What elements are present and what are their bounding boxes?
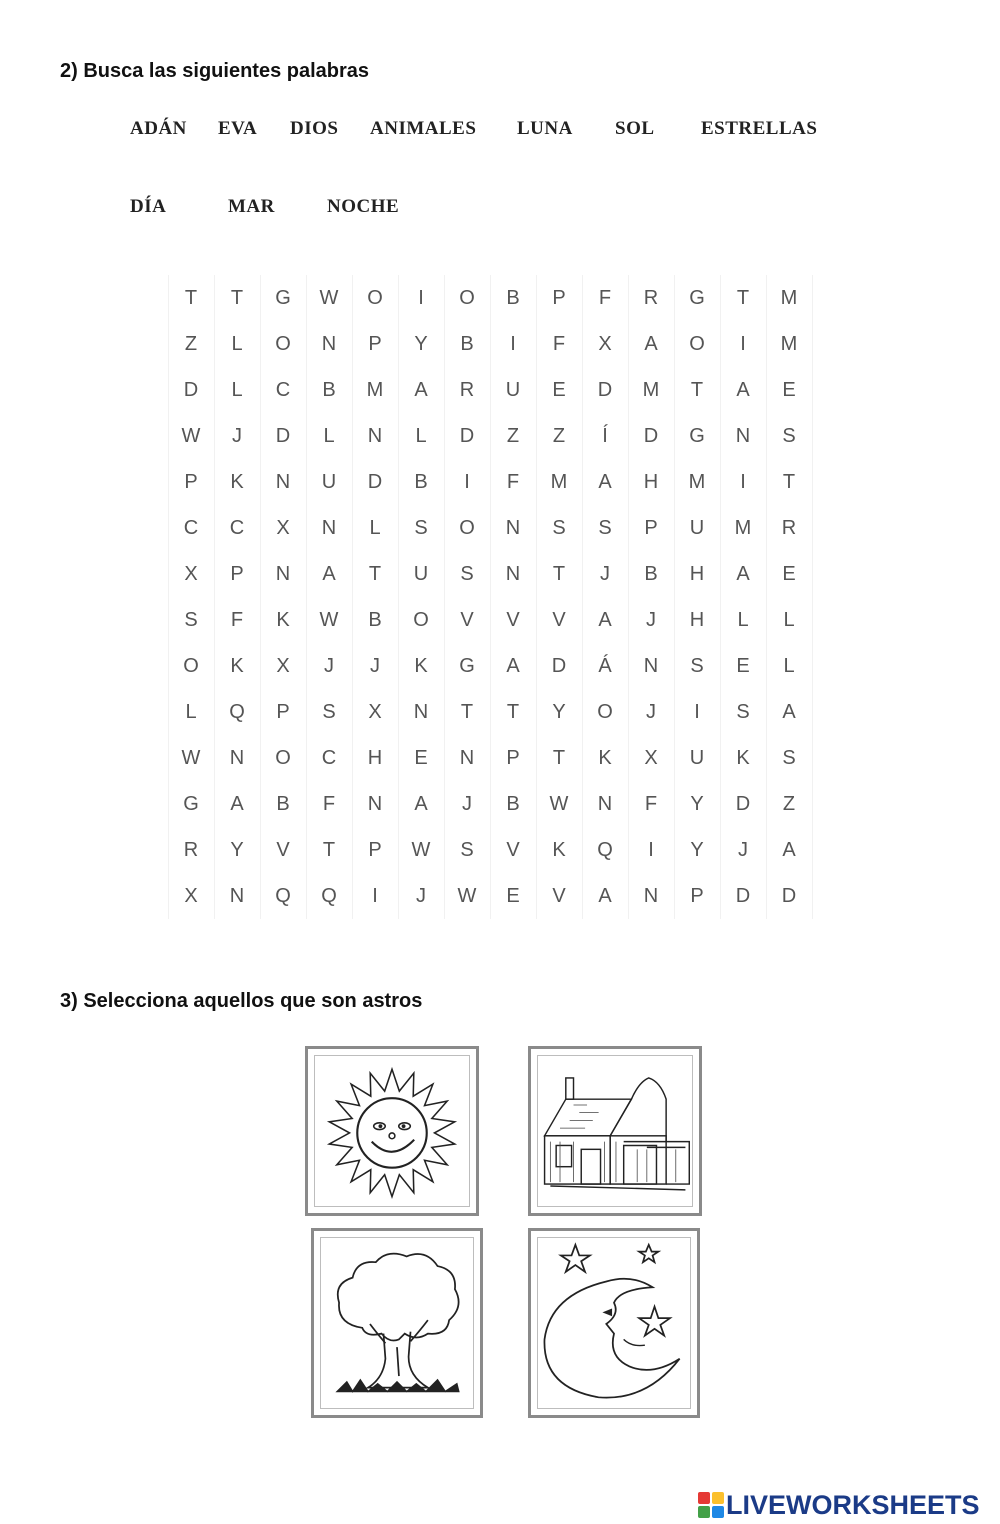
grid-cell[interactable]: J [462,793,472,815]
grid-cell[interactable]: B [506,287,520,309]
grid-cell[interactable]: J [738,839,748,861]
grid-cell[interactable]: G [275,287,291,309]
grid-cell[interactable]: D [735,793,751,815]
grid-cell[interactable]: L [185,701,197,723]
grid-cell[interactable]: U [413,563,429,585]
grid-cell[interactable]: T [690,379,704,401]
grid-cell[interactable]: K [230,471,244,493]
sun-icon [308,1049,476,1213]
word-dia: DÍA [130,196,167,217]
picture-tree[interactable] [311,1228,483,1418]
grid-cell[interactable]: A [782,701,796,723]
grid-cell[interactable]: B [368,609,382,631]
grid-cell[interactable]: I [372,885,378,907]
grid-cell[interactable]: N [643,885,659,907]
word-eva: EVA [218,118,258,139]
grid-cell[interactable]: K [736,747,750,769]
grid-cell[interactable]: S [460,839,474,861]
grid-cell[interactable]: A [230,793,244,815]
grid-cell[interactable]: Q [275,885,291,907]
grid-cell[interactable]: T [506,701,520,723]
grid-cell[interactable]: W [181,425,201,447]
grid-cell[interactable]: X [368,701,382,723]
grid-cell[interactable]: Q [597,839,613,861]
grid-cell[interactable]: P [368,333,382,355]
grid-cell[interactable]: O [689,333,705,355]
grid-cell[interactable]: B [414,471,428,493]
grid-cell[interactable]: B [644,563,658,585]
grid-cell[interactable]: M [642,379,660,401]
grid-cell[interactable]: O [597,701,613,723]
grid-cell[interactable]: S [782,747,796,769]
grid-cell[interactable]: G [689,425,705,447]
grid-cell[interactable]: G [183,793,199,815]
grid-cell[interactable]: N [229,747,245,769]
grid-cell[interactable]: A [598,609,612,631]
grid-cell[interactable]: N [229,885,245,907]
grid-cell[interactable]: D [781,885,797,907]
grid-cell[interactable]: M [366,379,384,401]
grid-cell[interactable]: N [735,425,751,447]
grid-cell[interactable]: B [322,379,336,401]
grid-cell[interactable]: S [414,517,428,539]
grid-cell[interactable]: Y [690,839,704,861]
grid-cell[interactable]: W [549,793,569,815]
grid-cell[interactable]: Q [321,885,337,907]
grid-cell[interactable]: P [368,839,382,861]
grid-cell[interactable]: P [690,885,704,907]
grid-cell[interactable]: V [276,839,290,861]
grid-cell[interactable]: L [783,655,795,677]
word-dios: DIOS [290,118,339,139]
grid-cell[interactable]: J [646,701,656,723]
grid-cell[interactable]: I [740,333,746,355]
grid-cell[interactable]: F [230,609,244,631]
picture-barn[interactable] [528,1046,702,1216]
grid-cell[interactable]: E [782,563,796,585]
grid-cell[interactable]: B [506,793,520,815]
grid-cell[interactable]: E [736,655,750,677]
word-animales: ANIMALES [370,118,477,139]
grid-cell[interactable]: M [688,471,706,493]
grid-cell[interactable]: H [689,563,705,585]
grid-cell[interactable]: T [736,287,750,309]
grid-cell[interactable]: O [183,655,199,677]
grid-cell[interactable]: D [735,885,751,907]
grid-cell[interactable]: U [505,379,521,401]
grid-cell[interactable]: N [505,563,521,585]
grid-cell[interactable]: W [181,747,201,769]
grid-cell[interactable]: S [184,609,198,631]
tree-icon [314,1231,480,1415]
brand-name: LIVEWORKSHEETS [726,1490,980,1520]
grid-cell[interactable]: Y [230,839,244,861]
grid-cell[interactable]: R [183,839,199,861]
grid-cell[interactable]: T [230,287,244,309]
grid-cell[interactable]: S [552,517,566,539]
grid-cell[interactable]: U [689,517,705,539]
grid-cell[interactable]: S [736,701,750,723]
grid-cell[interactable]: D [183,379,199,401]
grid-cell[interactable]: P [230,563,244,585]
grid-cell[interactable]: C [183,517,199,539]
grid-cell[interactable]: N [459,747,475,769]
grid-cell[interactable]: O [275,333,291,355]
grid-cell[interactable]: G [689,287,705,309]
grid-cell[interactable]: C [321,747,337,769]
grid-cell[interactable]: P [552,287,566,309]
grid-cell[interactable]: I [740,471,746,493]
grid-cell[interactable]: N [275,471,291,493]
word-adan: ADÁN [130,118,187,139]
grid-cell[interactable]: X [644,747,658,769]
grid-cell[interactable]: M [734,517,752,539]
grid-cell[interactable]: L [415,425,427,447]
grid-cell[interactable]: Á [598,655,612,677]
grid-cell[interactable]: D [275,425,291,447]
word-sol: SOL [615,118,655,139]
grid-cell[interactable]: D [459,425,475,447]
grid-cell[interactable]: D [643,425,659,447]
grid-cell[interactable]: I [648,839,654,861]
grid-cell[interactable]: K [230,655,244,677]
grid-cell[interactable]: N [597,793,613,815]
grid-cell[interactable]: D [551,655,567,677]
grid-cell[interactable]: K [552,839,566,861]
grid-cell[interactable]: I [694,701,700,723]
grid-cell[interactable]: X [276,517,290,539]
grid-cell[interactable]: Í [602,425,608,447]
grid-cell[interactable]: S [460,563,474,585]
grid-cell[interactable]: K [276,609,290,631]
grid-cell[interactable]: W [319,609,339,631]
grid-column-line [812,275,813,919]
grid-cell[interactable]: A [598,885,612,907]
grid-cell[interactable]: N [321,517,337,539]
grid-cell[interactable]: L [231,379,243,401]
grid-cell[interactable]: S [782,425,796,447]
grid-cell[interactable]: M [550,471,568,493]
grid-cell[interactable]: J [232,425,242,447]
grid-cell[interactable]: S [598,517,612,539]
grid-cell[interactable]: F [552,333,566,355]
grid-cell[interactable]: P [506,747,520,769]
grid-cell[interactable]: U [321,471,337,493]
grid-cell[interactable]: B [276,793,290,815]
grid-cell[interactable]: A [736,563,750,585]
grid-cell[interactable]: W [457,885,477,907]
grid-cell[interactable]: J [646,609,656,631]
grid-cell[interactable]: P [644,517,658,539]
grid-cell[interactable]: A [414,379,428,401]
word-noche: NOCHE [327,196,400,217]
grid-cell[interactable]: Q [229,701,245,723]
grid-cell[interactable]: O [459,287,475,309]
grid-cell[interactable]: R [643,287,659,309]
grid-cell[interactable]: P [184,471,198,493]
grid-cell[interactable]: I [418,287,424,309]
grid-cell[interactable]: V [460,609,474,631]
grid-cell[interactable]: A [644,333,658,355]
grid-cell[interactable]: R [459,379,475,401]
grid-cell[interactable]: A [506,655,520,677]
liveworksheets-logo-icon [698,1492,724,1518]
grid-cell[interactable]: C [275,379,291,401]
grid-cell[interactable]: H [643,471,659,493]
barn-icon [531,1049,699,1213]
grid-cell[interactable]: L [231,333,243,355]
grid-cell[interactable]: X [184,563,198,585]
grid-cell[interactable]: W [319,287,339,309]
grid-cell[interactable]: X [276,655,290,677]
grid-cell[interactable]: H [689,609,705,631]
moon-stars-icon [531,1231,697,1415]
grid-cell[interactable]: Z [506,425,520,447]
grid-cell[interactable]: Z [782,793,796,815]
grid-cell[interactable]: A [414,793,428,815]
grid-cell[interactable]: P [276,701,290,723]
grid-cell[interactable]: J [416,885,426,907]
grid-cell[interactable]: G [459,655,475,677]
grid-cell[interactable]: N [275,563,291,585]
grid-cell[interactable]: Y [552,701,566,723]
grid-cell[interactable]: L [323,425,335,447]
grid-cell[interactable]: L [369,517,381,539]
grid-cell[interactable]: I [510,333,516,355]
grid-cell[interactable]: V [506,609,520,631]
grid-cell[interactable]: K [414,655,428,677]
grid-cell[interactable]: L [783,609,795,631]
grid-cell[interactable]: Y [414,333,428,355]
grid-cell[interactable]: I [464,471,470,493]
grid-cell[interactable]: N [643,655,659,677]
grid-cell[interactable]: L [737,609,749,631]
grid-cell[interactable]: N [321,333,337,355]
word-luna: LUNA [517,118,573,139]
grid-cell[interactable]: O [413,609,429,631]
grid-cell[interactable]: O [367,287,383,309]
word-estrellas: ESTRELLAS [701,118,818,139]
picture-sun[interactable] [305,1046,479,1216]
grid-cell[interactable]: F [644,793,658,815]
grid-cell[interactable]: E [782,379,796,401]
grid-cell[interactable]: Z [552,425,566,447]
word-mar: MAR [228,196,275,217]
grid-cell[interactable]: E [414,747,428,769]
grid-cell[interactable]: T [184,287,198,309]
grid-cell[interactable]: D [367,471,383,493]
grid-cell[interactable]: E [552,379,566,401]
grid-cell[interactable]: B [460,333,474,355]
grid-cell[interactable]: K [598,747,612,769]
grid-cell[interactable]: J [324,655,334,677]
grid-cell[interactable]: A [782,839,796,861]
grid-cell[interactable]: U [689,747,705,769]
grid-cell[interactable]: M [780,287,798,309]
grid-cell[interactable]: T [460,701,474,723]
grid-cell[interactable]: D [597,379,613,401]
grid-cell[interactable]: S [690,655,704,677]
grid-cell[interactable]: N [367,425,383,447]
grid-cell[interactable]: Y [690,793,704,815]
grid-cell[interactable]: V [552,885,566,907]
grid-cell[interactable]: W [411,839,431,861]
word-search-grid[interactable] [168,275,814,919]
grid-cell[interactable]: V [506,839,520,861]
grid-cell[interactable]: A [322,563,336,585]
grid-cell[interactable]: J [600,563,610,585]
grid-cell[interactable]: Z [184,333,198,355]
grid-cell[interactable]: T [322,839,336,861]
grid-cell[interactable]: M [780,333,798,355]
grid-cell[interactable]: X [598,333,612,355]
grid-cell[interactable]: R [781,517,797,539]
grid-cell[interactable]: T [782,471,796,493]
grid-cell[interactable]: A [598,471,612,493]
grid-cell[interactable]: O [459,517,475,539]
section-3-title: 3) Selecciona aquellos que son astros [60,990,423,1012]
grid-cell[interactable]: A [736,379,750,401]
grid-cell[interactable]: C [229,517,245,539]
grid-cell[interactable]: F [598,287,612,309]
grid-cell[interactable]: J [370,655,380,677]
grid-cell[interactable]: S [322,701,336,723]
grid-cell[interactable]: O [275,747,291,769]
picture-moon-stars[interactable] [528,1228,700,1418]
grid-cell[interactable]: F [322,793,336,815]
grid-cell[interactable]: N [413,701,429,723]
grid-cell[interactable]: T [552,747,566,769]
grid-cell[interactable]: H [367,747,383,769]
grid-cell[interactable]: F [506,471,520,493]
grid-cell[interactable]: N [505,517,521,539]
grid-cell[interactable]: N [367,793,383,815]
grid-cell[interactable]: T [368,563,382,585]
grid-cell[interactable]: E [506,885,520,907]
grid-cell[interactable]: V [552,609,566,631]
grid-cell[interactable]: T [552,563,566,585]
grid-cell[interactable]: X [184,885,198,907]
section-2-title: 2) Busca las siguientes palabras [60,60,370,82]
